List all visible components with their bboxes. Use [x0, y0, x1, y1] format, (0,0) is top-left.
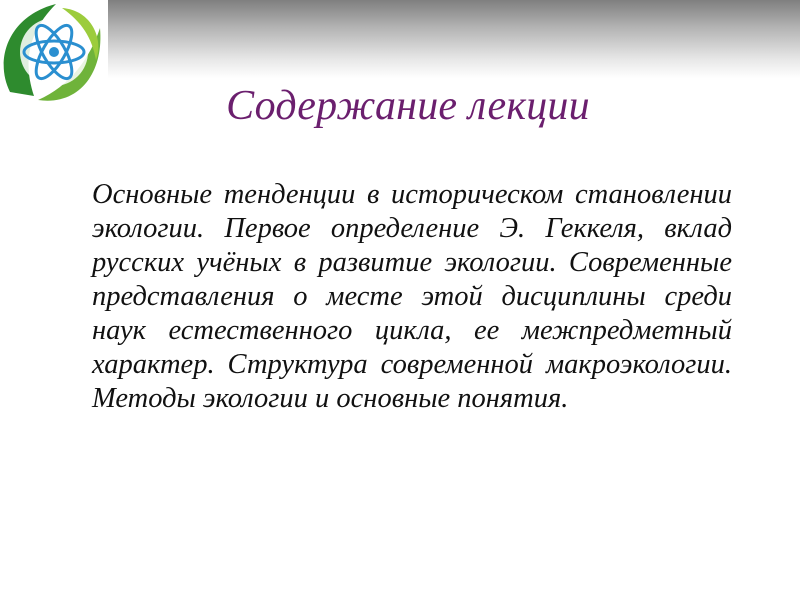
lecture-content-text: Основные тенденции в историческом становлении экологии. Первое определение Э. Геккеля, вклад русских учёных в развитие экологии. Современные представления о месте этой дисциплины среди наук естественного цикла, ее межпредметный характер. Структура современной макроэкологии. Методы экологии и основные понятия. — [92, 179, 732, 414]
header-band — [0, 0, 800, 78]
page-title: Содержание лекции — [226, 83, 590, 129]
